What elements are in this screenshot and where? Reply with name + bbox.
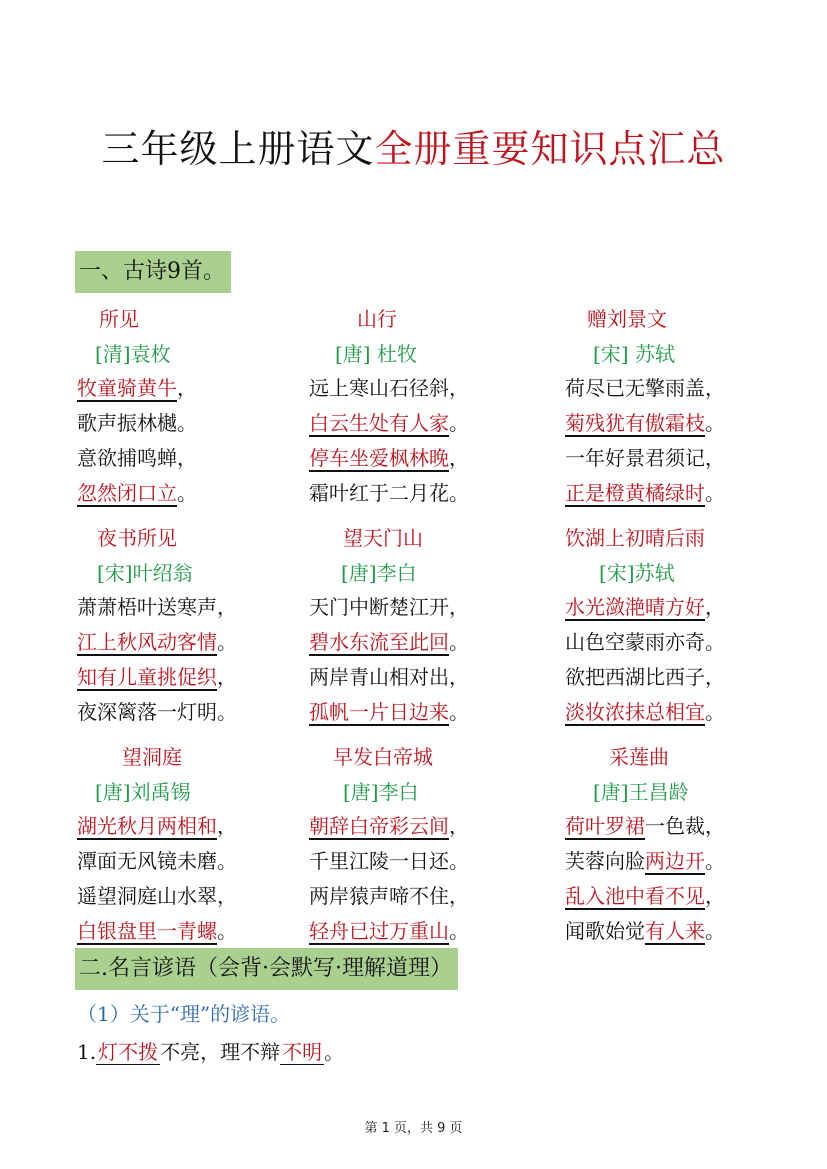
poem-text: 。 — [705, 919, 725, 943]
poem-line — [77, 444, 197, 472]
poem-key-phrase: 有人来 — [645, 919, 705, 943]
poem-text: 闻歌始觉 — [565, 919, 645, 943]
poem-line — [309, 812, 469, 840]
poem-line — [77, 409, 197, 437]
poem-title: 望天门山 — [343, 526, 423, 550]
poem-key-phrase: 湖光秋月两相和 — [77, 814, 217, 838]
poem-line — [77, 663, 237, 691]
poem-text: 。 — [449, 630, 469, 654]
proverb-line — [77, 1036, 344, 1065]
poem-line — [565, 847, 725, 875]
poem-title: 饮湖上初晴后雨 — [565, 526, 705, 550]
poem-key-phrase: 乱入池中看不见 — [565, 884, 705, 908]
poem-line — [565, 882, 725, 910]
poem-text: 。 — [705, 700, 725, 724]
poem-text: 潭面无风镜未磨。 — [77, 849, 237, 873]
poem-text: ， — [217, 665, 237, 689]
poem-author: [唐]李白 — [341, 561, 417, 585]
poem-text: 千里江陵一日还。 — [309, 849, 469, 873]
poem-line — [565, 593, 725, 621]
poem-line — [77, 374, 197, 402]
poem-line — [309, 374, 469, 402]
poem-line — [309, 479, 469, 507]
poem-line — [565, 663, 725, 691]
poem-text: 霜叶红于二月花。 — [309, 481, 469, 505]
section-heading-poems: 一、古诗9首。 — [75, 251, 231, 293]
poem-key-phrase: 菊残犹有傲霜枝 — [565, 411, 705, 435]
poem-text: 荷尽已无擎雨盖， — [565, 376, 725, 400]
poem-line — [77, 847, 237, 875]
poem-key-phrase: 水光潋滟晴方好 — [565, 595, 705, 619]
poem-key-phrase: 轻舟已过万重山 — [309, 919, 449, 943]
poem-author: [唐]李白 — [343, 780, 419, 804]
poem-line — [309, 847, 469, 875]
poem-author: [宋]叶绍翁 — [97, 561, 193, 585]
poem-text: 山色空蒙雨亦奇。 — [565, 630, 725, 654]
poem-line — [77, 698, 237, 726]
poem-text: 。 — [449, 411, 469, 435]
poem-author: [唐]刘禹锡 — [95, 780, 191, 804]
poem-line — [309, 628, 469, 656]
poem-key-phrase: 两边开 — [645, 849, 705, 873]
poem-author: [宋]苏轼 — [599, 561, 675, 585]
poem-line — [77, 593, 237, 621]
poem-line — [565, 479, 725, 507]
poem-title: 望洞庭 — [122, 745, 182, 769]
subsection-heading: （1）关于“理”的谚语。 — [77, 1002, 291, 1026]
poem-key-phrase: 碧水东流至此回 — [309, 630, 449, 654]
poem-title: 赠刘景文 — [587, 307, 667, 331]
poem-key-phrase: 停车坐爱枫林晚 — [309, 446, 449, 470]
poem-author: [唐] 杜牧 — [335, 342, 417, 366]
poem-text: ， — [705, 884, 725, 908]
poem-text: 一色裁， — [645, 814, 725, 838]
poem-author: [清]袁枚 — [95, 342, 171, 366]
poem-line — [565, 698, 725, 726]
title-part1: 三年级上册语文 — [101, 127, 375, 171]
poem-title: 采莲曲 — [609, 745, 669, 769]
poem-text: 。 — [705, 481, 725, 505]
poem-key-phrase: 正是橙黄橘绿时 — [565, 481, 705, 505]
proverb-number: 1. — [77, 1040, 97, 1064]
section-heading-proverbs: 二.名言谚语（会背·会默写·理解道理） — [75, 948, 458, 990]
poem-line — [77, 479, 197, 507]
poem-text: 。 — [177, 481, 197, 505]
proverb-blank: 灯不拨 — [98, 1040, 159, 1064]
poem-key-phrase: 荷叶罗裙 — [565, 814, 645, 838]
poem-text: 两岸猿声啼不住， — [309, 884, 469, 908]
poem-line — [309, 409, 469, 437]
proverb-blank: 不明 — [282, 1040, 323, 1064]
poem-text: 歌声振林樾。 — [77, 411, 197, 435]
poem-text: 。 — [217, 919, 237, 943]
poem-key-phrase: 白银盘里一青螺 — [77, 919, 217, 943]
poem-title: 夜书所见 — [97, 526, 177, 550]
poem-line — [77, 812, 237, 840]
poem-text: 萧萧梧叶送寒声， — [77, 595, 237, 619]
poem-line — [309, 593, 469, 621]
poem-text: 。 — [449, 919, 469, 943]
poem-key-phrase: 忽然闭口立 — [77, 481, 177, 505]
poem-line — [309, 698, 469, 726]
poem-title: 早发白帝城 — [333, 745, 433, 769]
poem-text: 欲把西湖比西子， — [565, 665, 725, 689]
title-part2: 全册重要知识点汇总 — [374, 127, 726, 171]
poem-text: 遥望洞庭山水翠， — [77, 884, 237, 908]
poem-line — [77, 882, 237, 910]
page-title — [0, 118, 827, 173]
poem-text: 一年好景君须记， — [565, 446, 725, 470]
poem-text: ， — [449, 446, 469, 470]
poem-line — [309, 882, 469, 910]
poem-text: 两岸青山相对出， — [309, 665, 469, 689]
poem-key-phrase: 牧童骑黄牛 — [77, 376, 177, 400]
poem-line — [77, 628, 237, 656]
poem-text: 。 — [705, 849, 725, 873]
poem-text: 芙蓉向脸 — [565, 849, 645, 873]
poem-line — [565, 409, 725, 437]
poem-line — [77, 917, 237, 945]
poem-line — [565, 812, 725, 840]
poem-key-phrase: 淡妆浓抹总相宜 — [565, 700, 705, 724]
poem-line — [565, 444, 725, 472]
poem-line — [309, 917, 469, 945]
poem-line — [309, 444, 469, 472]
poem-text: 意欲捕鸣蝉， — [77, 446, 197, 470]
poem-text: 。 — [217, 630, 237, 654]
poem-key-phrase: 白云生处有人家 — [309, 411, 449, 435]
poem-text: ， — [449, 814, 469, 838]
poem-title: 山行 — [357, 307, 397, 331]
poem-text: 远上寒山石径斜， — [309, 376, 469, 400]
poem-author: [唐]王昌龄 — [593, 780, 689, 804]
poem-line — [309, 663, 469, 691]
poem-text: ， — [177, 376, 197, 400]
page-footer: 第 1 页，共 9 页 — [364, 1121, 463, 1136]
poem-author: [宋] 苏轼 — [593, 342, 675, 366]
poem-text: ， — [217, 814, 237, 838]
poem-key-phrase: 江上秋风动客情 — [77, 630, 217, 654]
poem-title: 所见 — [99, 307, 139, 331]
poem-key-phrase: 知有儿童挑促织 — [77, 665, 217, 689]
poem-line — [565, 917, 725, 945]
poem-line — [565, 628, 725, 656]
poem-text: 。 — [705, 411, 725, 435]
proverb-text: 不亮，理不辩 — [160, 1040, 281, 1064]
proverb-text: 。 — [324, 1040, 345, 1064]
poem-line — [565, 374, 725, 402]
poem-text: 夜深篱落一灯明。 — [77, 700, 237, 724]
poem-text: 。 — [449, 700, 469, 724]
poem-text: 天门中断楚江开， — [309, 595, 469, 619]
poem-text: ， — [705, 595, 725, 619]
poem-key-phrase: 孤帆一片日边来 — [309, 700, 449, 724]
poem-key-phrase: 朝辞白帝彩云间 — [309, 814, 449, 838]
